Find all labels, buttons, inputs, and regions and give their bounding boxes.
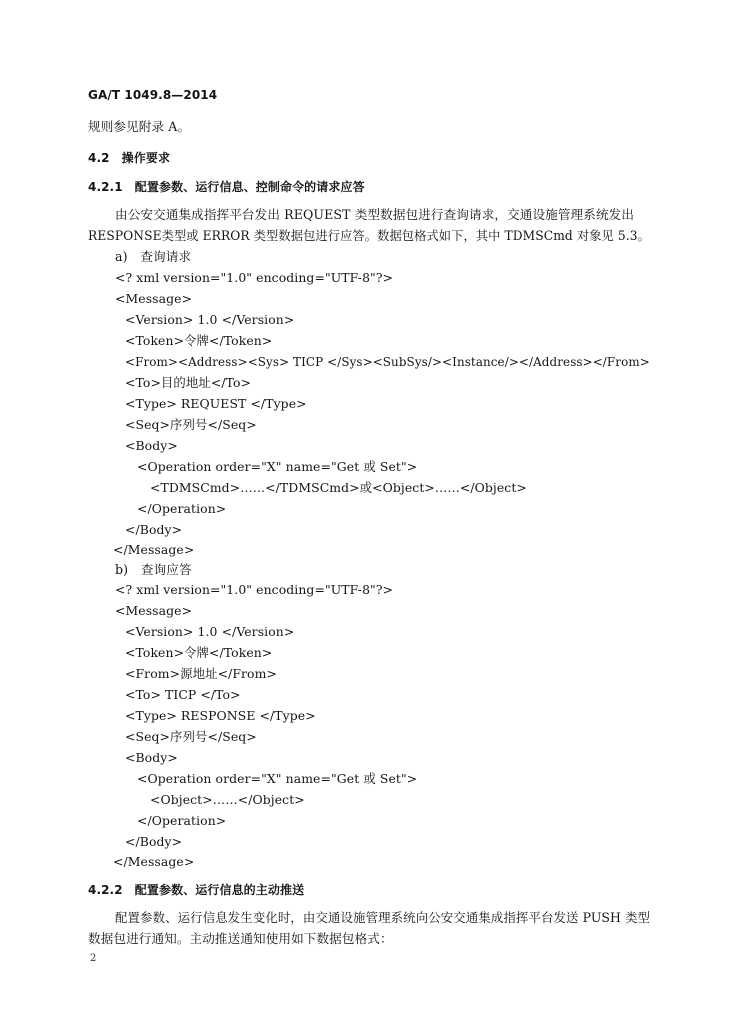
code-line: </Message>: [113, 854, 195, 869]
code-line: <? xml version="1.0" encoding="UTF-8"?>: [115, 270, 394, 285]
code-line: <? xml version="1.0" encoding="UTF-8"?>: [115, 582, 394, 597]
code-line: <To>目的地址</To>: [125, 375, 252, 390]
section-number: 4.2: [88, 151, 110, 165]
code-line: </Message>: [113, 542, 195, 557]
code-line: <Version> 1.0 </Version>: [125, 312, 295, 327]
section-number: 4.2.1: [88, 180, 123, 194]
paragraph-line: RESPONSE类型或 ERROR 类型数据包进行应答。数据包格式如下，其中 TDMSCmd 对象见 5.3。: [88, 228, 650, 243]
section-title: 操作要求: [121, 151, 171, 165]
response-label: b) 查询应答: [115, 562, 192, 577]
code-line: <TDMSCmd>……</TDMSCmd>或<Object>……</Object>: [150, 480, 527, 495]
paragraph-line: 数据包进行通知。主动推送通知使用如下数据包格式：: [88, 931, 393, 946]
section-4-2-2-heading: [88, 882, 304, 898]
code-line: <Token>令牌</Token>: [125, 333, 273, 348]
section-title: 配置参数、运行信息的主动推送: [134, 883, 305, 897]
section-title: 配置参数、运行信息、控制命令的请求应答: [134, 180, 365, 194]
code-line: <Body>: [125, 750, 178, 765]
code-line: </Operation>: [137, 501, 227, 516]
code-line: <Seq>序列号</Seq>: [125, 417, 257, 432]
section-4-2-1-heading: [88, 179, 365, 195]
section-number: 4.2.2: [88, 883, 123, 897]
request-label: a) 查询请求: [115, 249, 192, 264]
code-line: <Operation order="X" name="Get 或 Set">: [137, 771, 418, 786]
code-line: <To> TICP </To>: [125, 687, 241, 702]
code-line: <Seq>序列号</Seq>: [125, 729, 257, 744]
page-number: 2: [90, 953, 97, 964]
code-line: <Object>……</Object>: [150, 792, 305, 807]
code-line: <Type> REQUEST </Type>: [125, 396, 307, 411]
paragraph-line: 配置参数、运行信息发生变化时，由交通设施管理系统向公安交通集成指挥平台发送 PUSH 类型: [115, 910, 651, 925]
code-line: <Type> RESPONSE </Type>: [125, 708, 316, 723]
code-line: </Body>: [125, 522, 183, 537]
code-line: <Body>: [125, 438, 178, 453]
code-line: <From>源地址</From>: [125, 666, 277, 681]
code-line: <Message>: [115, 291, 193, 306]
standard-header: GA/T 1049.8—2014: [88, 88, 218, 102]
code-line: <Version> 1.0 </Version>: [125, 624, 295, 639]
code-line: </Operation>: [137, 813, 227, 828]
paragraph-line: 由公安交通集成指挥平台发出 REQUEST 类型数据包进行查询请求，交通设施管理系统发出: [115, 207, 635, 222]
intro-text: 规则参见附录 A。: [88, 119, 191, 134]
code-line: <Message>: [115, 603, 193, 618]
section-4-2-heading: [88, 150, 170, 166]
code-line: </Body>: [125, 834, 183, 849]
code-line: <Token>令牌</Token>: [125, 645, 273, 660]
code-line: <From><Address><Sys> TICP </Sys><SubSys/><Instance/></Address></From>: [125, 354, 650, 369]
code-line: <Operation order="X" name="Get 或 Set">: [137, 459, 418, 474]
